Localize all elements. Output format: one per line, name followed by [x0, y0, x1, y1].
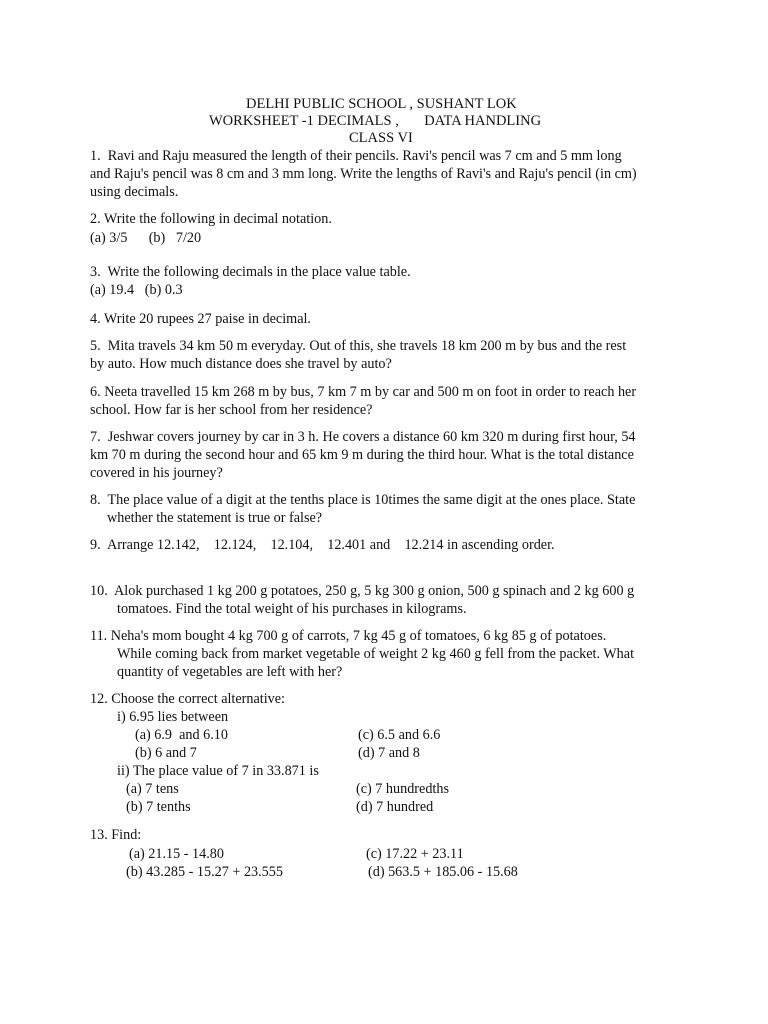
- question-12-ii-option-b: (b) 7 tenths: [126, 799, 191, 815]
- question-9: 9. Arrange 12.142, 12.124, 12.104, 12.401 and 12.214 in ascending order.: [90, 537, 555, 553]
- question-12-ii-option-a: (a) 7 tens: [126, 781, 179, 797]
- question-7-line-1: 7. Jeshwar covers journey by car in 3 h. He covers a distance 60 km 320 m during first hour, 54: [90, 429, 636, 445]
- question-8-line-1: 8. The place value of a digit at the tenths place is 10times the same digit at the ones place. State: [90, 492, 636, 508]
- question-5-line-1: 5. Mita travels 34 km 50 m everyday. Out of this, she travels 18 km 200 m by bus and the rest: [90, 338, 627, 354]
- question-12-ii-option-d: (d) 7 hundred: [356, 799, 434, 815]
- worksheet-title: WORKSHEET -1 DECIMALS , DATA HANDLING: [209, 113, 542, 129]
- question-13-option-c: (c) 17.22 + 23.11: [366, 846, 464, 862]
- question-3-line-2: (a) 19.4 (b) 0.3: [90, 282, 183, 298]
- school-name: DELHI PUBLIC SCHOOL , SUSHANT LOK: [246, 96, 517, 112]
- question-4: 4. Write 20 rupees 27 paise in decimal.: [90, 311, 311, 327]
- question-12-stem: 12. Choose the correct alternative:: [90, 691, 286, 707]
- class-label: CLASS VI: [349, 130, 413, 146]
- question-8-line-2: whether the statement is true or false?: [107, 510, 323, 526]
- question-1-line-1: 1. Ravi and Raju measured the length of their pencils. Ravi's pencil was 7 cm and 5 mm long: [90, 148, 622, 164]
- question-12-i-stem: i) 6.95 lies between: [117, 709, 229, 725]
- question-12-ii-option-c: (c) 7 hundredths: [356, 781, 449, 797]
- question-12-i-option-d: (d) 7 and 8: [358, 745, 420, 761]
- question-10-line-2: tomatoes. Find the total weight of his purchases in kilograms.: [117, 601, 467, 617]
- question-1-line-2: and Raju's pencil was 8 cm and 3 mm long. Write the lengths of Ravi's and Raju's pencil (in cm): [90, 166, 637, 182]
- question-12-ii-stem: ii) The place value of 7 in 33.871 is: [117, 763, 319, 779]
- question-12-i-option-c: (c) 6.5 and 6.6: [358, 727, 441, 743]
- question-13-option-d: (d) 563.5 + 185.06 - 15.68: [368, 864, 518, 880]
- question-11-line-1: 11. Neha's mom bought 4 kg 700 g of carrots, 7 kg 45 g of tomatoes, 6 kg 85 g of potatoes.: [90, 628, 607, 644]
- question-3-line-1: 3. Write the following decimals in the place value table.: [90, 264, 411, 280]
- question-7-line-3: covered in his journey?: [90, 465, 223, 481]
- question-10-line-1: 10. Alok purchased 1 kg 200 g potatoes, 250 g, 5 kg 300 g onion, 500 g spinach and 2 kg 600 g: [90, 583, 635, 599]
- question-13-option-b: (b) 43.285 - 15.27 + 23.555: [126, 864, 283, 880]
- question-1-line-3: using decimals.: [90, 184, 179, 200]
- question-6-line-1: 6. Neeta travelled 15 km 268 m by bus, 7 km 7 m by car and 500 m on foot in order to reach her: [90, 384, 637, 400]
- question-6-line-2: school. How far is her school from her residence?: [90, 402, 373, 418]
- question-7-line-2: km 70 m during the second hour and 65 km 9 m during the third hour. What is the total distance: [90, 447, 634, 463]
- question-2-line-2: (a) 3/5 (b) 7/20: [90, 230, 202, 246]
- question-12-i-option-b: (b) 6 and 7: [135, 745, 197, 761]
- question-11-line-2: While coming back from market vegetable of weight 2 kg 460 g fell from the packet. What: [117, 646, 635, 662]
- question-13-option-a: (a) 21.15 - 14.80: [129, 846, 224, 862]
- question-11-line-3: quantity of vegetables are left with her?: [117, 664, 343, 680]
- question-13-stem: 13. Find:: [90, 827, 142, 843]
- question-2-line-1: 2. Write the following in decimal notation.: [90, 211, 332, 227]
- question-12-i-option-a: (a) 6.9 and 6.10: [135, 727, 228, 743]
- question-5-line-2: by auto. How much distance does she travel by auto?: [90, 356, 392, 372]
